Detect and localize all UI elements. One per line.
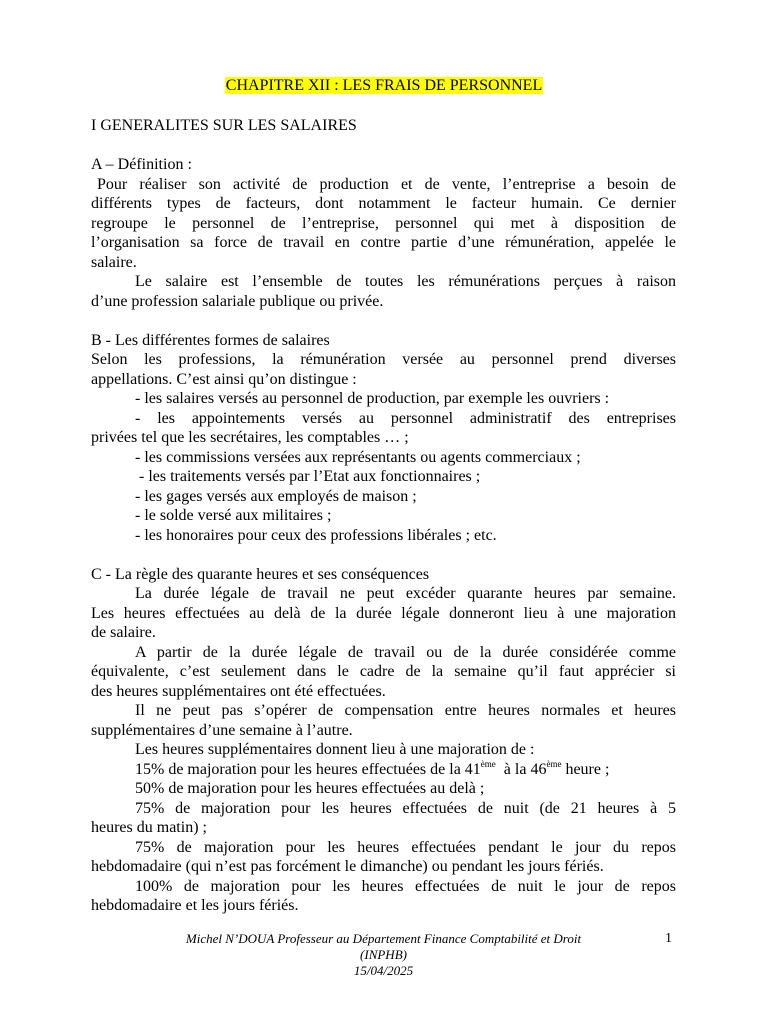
paragraph-line: équivalente, c’est seulement dans le cadre de la semaine qu’il faut apprécier si bbox=[91, 663, 676, 680]
rate-line-continuation: hebdomadaire et les jours fériés. bbox=[91, 897, 299, 914]
paragraph-line: Les heures supplémentaires donnent lieu à une majoration de : bbox=[135, 741, 535, 758]
list-item: - les salaires versés au personnel de production, par exemple les ouvriers : bbox=[135, 390, 610, 407]
list-item: - les commissions versées aux représentants ou agents commerciaux ; bbox=[135, 448, 581, 466]
subsection-heading-b: B - Les différentes formes de salaires bbox=[91, 331, 330, 349]
paragraph-line: différents types de facteurs, dont notamment le facteur humain. Ce dernier bbox=[91, 195, 676, 212]
ordinal-superscript: ème bbox=[546, 758, 562, 769]
page-footer bbox=[91, 931, 676, 979]
rate-line: 75% de majoration pour les heures effectuées pendant le jour du repos bbox=[135, 838, 676, 856]
rate-text: 15% de majoration pour les heures effectuées de la 41 bbox=[135, 760, 481, 778]
list-item: - les gages versés aux employés de maison ; bbox=[135, 487, 417, 505]
section-heading: I GENERALITES SUR LES SALAIRES bbox=[91, 117, 357, 134]
rate-line: 100% de majoration pour les heures effectuées de nuit le jour de repos bbox=[135, 877, 676, 895]
paragraph-line: Le salaire est l’ensemble de toutes les rémunérations perçues à raison bbox=[135, 273, 676, 290]
paragraph-line: Les heures effectuées au delà de la durée légale donneront lieu à une majoration bbox=[91, 604, 676, 622]
subsection-heading-c: C - La règle des quarante heures et ses conséquences bbox=[91, 565, 430, 583]
list-item: - les appointements versés au personnel administratif des entreprises bbox=[135, 409, 676, 427]
paragraph-line: La durée légale de travail ne peut excéder quarante heures par semaine. bbox=[135, 585, 676, 602]
rate-line bbox=[91, 760, 676, 780]
footer-institution: (INPHB) bbox=[360, 947, 407, 962]
rate-line: 75% de majoration pour les heures effectuées de nuit (de 21 heures à 5 bbox=[135, 799, 676, 817]
paragraph-line: des heures supplémentaires ont été effectuées. bbox=[91, 682, 386, 700]
spacer bbox=[91, 136, 676, 156]
paragraph-line: regroupe le personnel de l’entreprise, personnel qui met à disposition de bbox=[91, 214, 676, 232]
paragraph-line: A partir de la durée légale de travail ou de la durée considérée comme bbox=[135, 643, 676, 661]
spacer bbox=[91, 545, 676, 565]
rate-line-continuation: heures du matin) ; bbox=[91, 819, 207, 836]
footer-date: 15/04/2025 bbox=[353, 963, 414, 978]
paragraph-line: Il ne peut pas s’opérer de compensation entre heures normales et heures bbox=[135, 702, 676, 719]
paragraph-line: salaire. bbox=[91, 253, 137, 271]
paragraph-line: l’organisation sa force de travail en contre partie d’une rémunération, appelée le bbox=[91, 234, 676, 251]
paragraph-line: d’une profession salariale publique ou privée. bbox=[91, 292, 384, 310]
subsection-heading-a: A – Définition : bbox=[91, 156, 192, 173]
chapter-title bbox=[0, 76, 768, 96]
list-item-continuation: privées tel que les secrétaires, les comptables … ; bbox=[91, 429, 409, 446]
paragraph-line: Selon les professions, la rémunération versée au personnel prend diverses bbox=[91, 351, 676, 368]
rate-line-continuation: hebdomadaire (qui n’est pas forcément le dimanche) ou pendant les jours fériés. bbox=[91, 858, 604, 875]
rate-text: à la 46 bbox=[495, 760, 547, 778]
footer-author: Michel N’DOUA Professeur au Département Finance Comptabilité et Droit bbox=[185, 931, 582, 946]
list-item: - le solde versé aux militaires ; bbox=[135, 507, 332, 524]
list-item: - les traitements versés par l’Etat aux fonctionnaires ; bbox=[135, 468, 481, 485]
page-number: 1 bbox=[665, 931, 672, 946]
rate-text: heure ; bbox=[561, 760, 610, 778]
rate-line: 50% de majoration pour les heures effectuées au delà ; bbox=[135, 780, 485, 797]
paragraph-line: supplémentaires d’une semaine à l’autre. bbox=[91, 721, 353, 739]
paragraph-line: appellations. C’est ainsi qu’on distingue : bbox=[91, 370, 357, 388]
paragraph-line: de salaire. bbox=[91, 624, 156, 641]
chapter-title-text: CHAPITRE XII : LES FRAIS DE PERSONNEL bbox=[225, 77, 543, 94]
spacer bbox=[91, 311, 676, 331]
document-body bbox=[91, 116, 676, 916]
ordinal-superscript: ème bbox=[480, 758, 496, 769]
paragraph-line: Pour réaliser son activité de production et de vente, l’entreprise a besoin de bbox=[97, 175, 676, 193]
list-item: - les honoraires pour ceux des professions libérales ; etc. bbox=[135, 526, 497, 544]
